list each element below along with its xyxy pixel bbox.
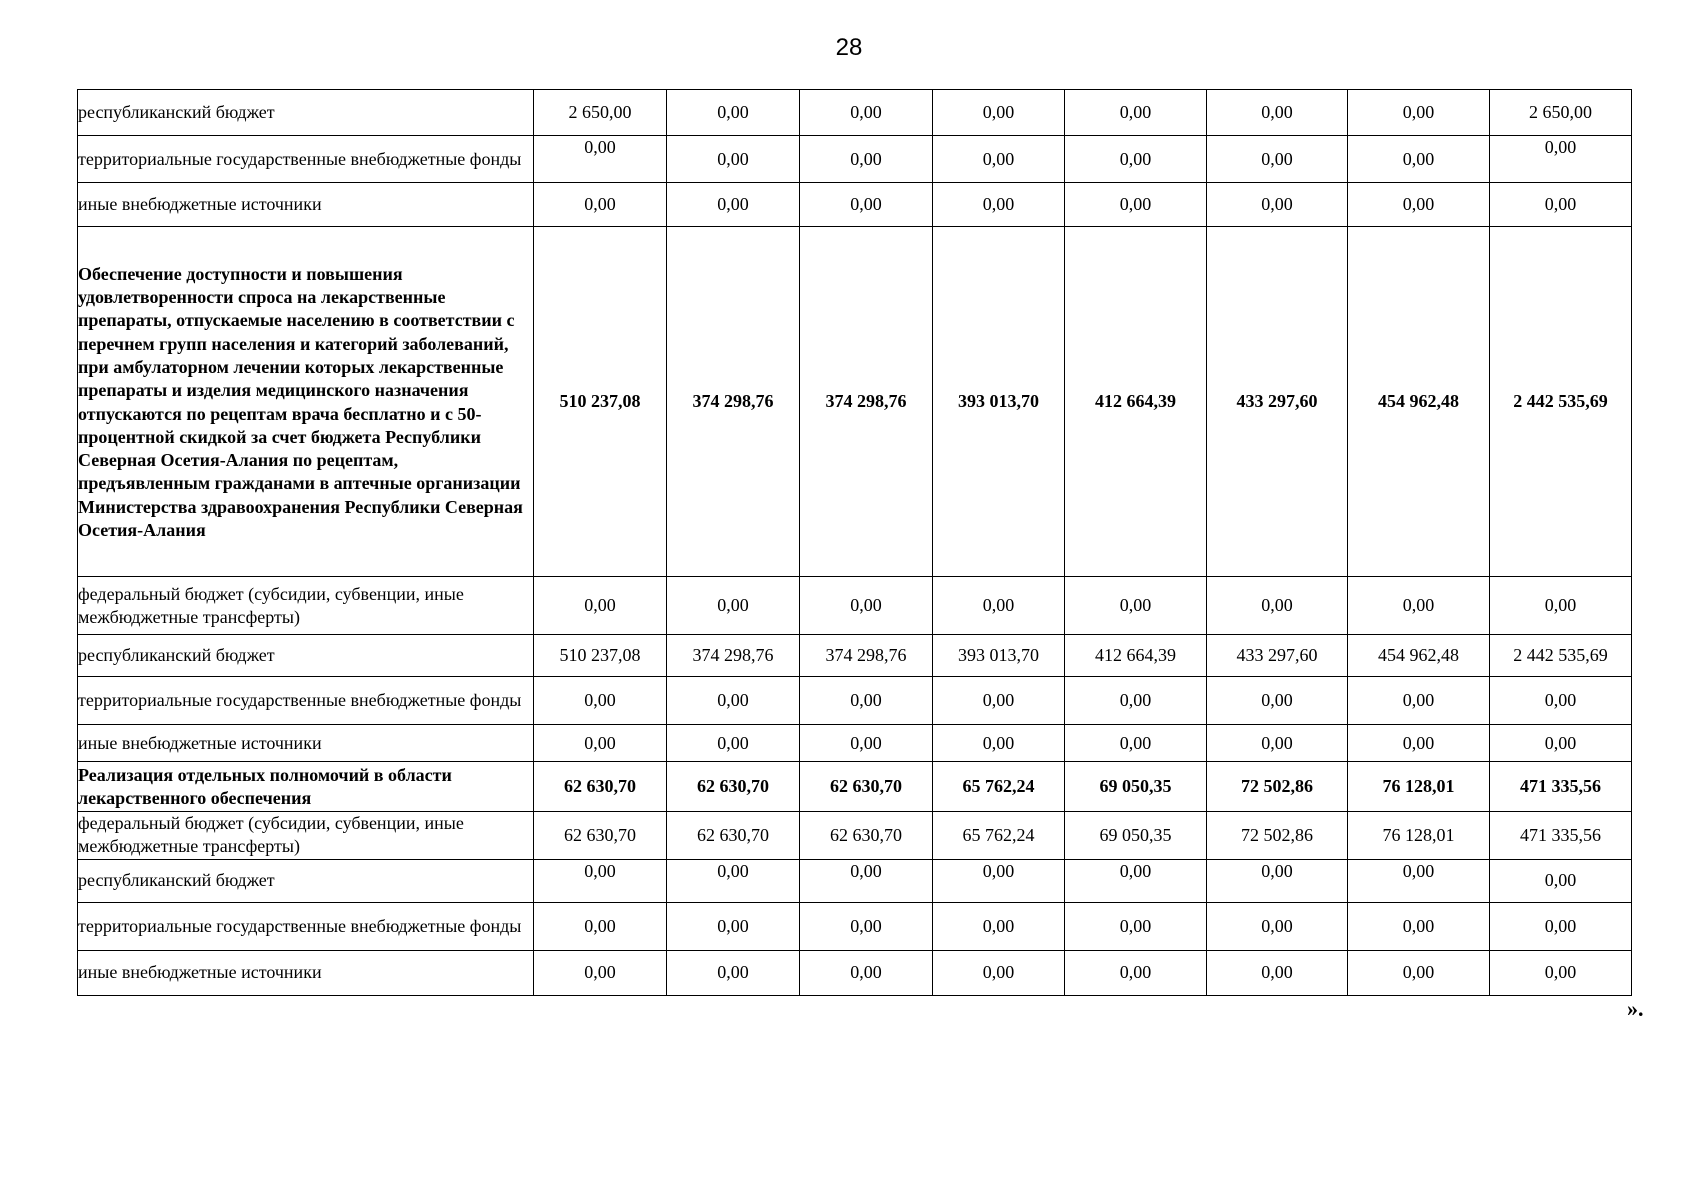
row-label: территориальные государственные внебюджетные фонды bbox=[78, 677, 534, 725]
value-cell: 454 962,48 bbox=[1348, 635, 1490, 677]
value-cell: 0,00 bbox=[1490, 577, 1632, 635]
value-cell: 0,00 bbox=[1207, 725, 1348, 762]
value-cell: 393 013,70 bbox=[933, 227, 1065, 577]
value-cell: 0,00 bbox=[1207, 577, 1348, 635]
value-cell: 62 630,70 bbox=[534, 762, 667, 812]
table-section-row bbox=[78, 762, 1632, 812]
value-cell: 62 630,70 bbox=[800, 762, 933, 812]
value-cell: 76 128,01 bbox=[1348, 811, 1490, 859]
value-cell: 0,00 bbox=[534, 859, 667, 902]
value-cell: 0,00 bbox=[800, 725, 933, 762]
value-cell: 0,00 bbox=[667, 950, 800, 995]
value-cell: 69 050,35 bbox=[1065, 762, 1207, 812]
value-cell: 412 664,39 bbox=[1065, 635, 1207, 677]
value-cell: 0,00 bbox=[534, 950, 667, 995]
row-label: Обеспечение доступности и повышения удовлетворенности спроса на лекарственные препараты, отпускаемые населению в соответствии с перечнем групп населения и категорий заболеваний, при амбулаторном лечении которых лекарственные препараты и изделия медицинского назначения отпускаются по рецептам врача бесплатно и с 50-процентной скидкой за счет бюджета Республики Северная Осетия-Алания по рецептам, предъявленным гражданами в аптечные организации Министерства здравоохранения Республики Северная Осетия-Алания bbox=[78, 227, 534, 577]
value-cell: 0,00 bbox=[933, 90, 1065, 136]
value-cell: 76 128,01 bbox=[1348, 762, 1490, 812]
value-cell: 412 664,39 bbox=[1065, 227, 1207, 577]
value-cell: 0,00 bbox=[1207, 902, 1348, 950]
value-cell: 0,00 bbox=[1207, 859, 1348, 902]
value-cell: 0,00 bbox=[1348, 902, 1490, 950]
value-cell: 0,00 bbox=[1490, 902, 1632, 950]
table-row bbox=[78, 90, 1632, 136]
value-cell: 0,00 bbox=[933, 725, 1065, 762]
value-cell: 0,00 bbox=[1490, 677, 1632, 725]
row-label: иные внебюджетные источники bbox=[78, 950, 534, 995]
budget-table bbox=[77, 89, 1632, 996]
table-row bbox=[78, 677, 1632, 725]
closing-quote-mark: ». bbox=[1627, 996, 1644, 1021]
value-cell: 0,00 bbox=[667, 902, 800, 950]
row-label: территориальные государственные внебюджетные фонды bbox=[78, 136, 534, 183]
value-cell: 72 502,86 bbox=[1207, 811, 1348, 859]
value-cell: 471 335,56 bbox=[1490, 762, 1632, 812]
value-cell: 0,00 bbox=[933, 577, 1065, 635]
value-cell: 0,00 bbox=[1207, 677, 1348, 725]
row-label: республиканский бюджет bbox=[78, 90, 534, 136]
value-cell: 0,00 bbox=[1348, 725, 1490, 762]
value-cell: 0,00 bbox=[534, 902, 667, 950]
value-cell: 0,00 bbox=[667, 577, 800, 635]
table-row bbox=[78, 183, 1632, 227]
value-cell: 0,00 bbox=[667, 90, 800, 136]
table-row bbox=[78, 950, 1632, 995]
value-cell: 510 237,08 bbox=[534, 635, 667, 677]
value-cell: 0,00 bbox=[1490, 725, 1632, 762]
value-cell: 0,00 bbox=[667, 859, 800, 902]
value-cell: 0,00 bbox=[1348, 577, 1490, 635]
value-cell: 0,00 bbox=[933, 859, 1065, 902]
table-row bbox=[78, 725, 1632, 762]
value-cell: 2 650,00 bbox=[534, 90, 667, 136]
value-cell: 0,00 bbox=[1207, 136, 1348, 183]
value-cell: 0,00 bbox=[1065, 136, 1207, 183]
value-cell: 0,00 bbox=[1207, 950, 1348, 995]
table-row bbox=[78, 577, 1632, 635]
row-label: федеральный бюджет (субсидии, субвенции, иные межбюджетные трансферты) bbox=[78, 811, 534, 859]
value-cell: 0,00 bbox=[1065, 859, 1207, 902]
table-row bbox=[78, 859, 1632, 902]
value-cell: 62 630,70 bbox=[800, 811, 933, 859]
page-number: 28 bbox=[835, 34, 863, 61]
value-cell: 0,00 bbox=[800, 136, 933, 183]
value-cell: 0,00 bbox=[1065, 950, 1207, 995]
value-cell: 62 630,70 bbox=[534, 811, 667, 859]
row-label: Реализация отдельных полномочий в области лекарственного обеспечения bbox=[78, 762, 534, 812]
value-cell: 393 013,70 bbox=[933, 635, 1065, 677]
budget-table-body bbox=[78, 90, 1632, 996]
value-cell: 454 962,48 bbox=[1348, 227, 1490, 577]
value-cell: 0,00 bbox=[534, 677, 667, 725]
row-label: республиканский бюджет bbox=[78, 635, 534, 677]
value-cell: 0,00 bbox=[800, 902, 933, 950]
value-cell: 0,00 bbox=[667, 136, 800, 183]
table-row bbox=[78, 811, 1632, 859]
value-cell: 374 298,76 bbox=[667, 635, 800, 677]
value-cell: 0,00 bbox=[1065, 183, 1207, 227]
row-label: территориальные государственные внебюджетные фонды bbox=[78, 902, 534, 950]
value-cell: 0,00 bbox=[1348, 183, 1490, 227]
value-cell: 0,00 bbox=[800, 859, 933, 902]
value-cell: 0,00 bbox=[534, 183, 667, 227]
value-cell: 62 630,70 bbox=[667, 811, 800, 859]
value-cell: 0,00 bbox=[800, 577, 933, 635]
value-cell: 0,00 bbox=[933, 677, 1065, 725]
table-row bbox=[78, 635, 1632, 677]
value-cell: 0,00 bbox=[1348, 950, 1490, 995]
value-cell: 0,00 bbox=[933, 902, 1065, 950]
value-cell: 471 335,56 bbox=[1490, 811, 1632, 859]
table-section-row bbox=[78, 227, 1632, 577]
value-cell: 69 050,35 bbox=[1065, 811, 1207, 859]
value-cell: 374 298,76 bbox=[800, 227, 933, 577]
value-cell: 0,00 bbox=[1207, 183, 1348, 227]
value-cell: 65 762,24 bbox=[933, 762, 1065, 812]
value-cell: 433 297,60 bbox=[1207, 227, 1348, 577]
value-cell: 0,00 bbox=[1490, 183, 1632, 227]
value-cell: 374 298,76 bbox=[800, 635, 933, 677]
value-cell: 2 442 535,69 bbox=[1490, 635, 1632, 677]
value-cell: 0,00 bbox=[534, 725, 667, 762]
value-cell: 0,00 bbox=[800, 183, 933, 227]
row-label: иные внебюджетные источники bbox=[78, 725, 534, 762]
value-cell: 72 502,86 bbox=[1207, 762, 1348, 812]
value-cell: 0,00 bbox=[1348, 90, 1490, 136]
row-label: иные внебюджетные источники bbox=[78, 183, 534, 227]
value-cell: 0,00 bbox=[1065, 90, 1207, 136]
value-cell: 0,00 bbox=[1490, 950, 1632, 995]
value-cell: 0,00 bbox=[1348, 136, 1490, 183]
value-cell: 0,00 bbox=[933, 136, 1065, 183]
value-cell: 2 442 535,69 bbox=[1490, 227, 1632, 577]
value-cell: 62 630,70 bbox=[667, 762, 800, 812]
value-cell: 0,00 bbox=[1065, 725, 1207, 762]
value-cell: 433 297,60 bbox=[1207, 635, 1348, 677]
table-row bbox=[78, 136, 1632, 183]
value-cell: 0,00 bbox=[534, 577, 667, 635]
value-cell: 0,00 bbox=[1348, 859, 1490, 902]
value-cell: 0,00 bbox=[534, 136, 667, 183]
value-cell: 0,00 bbox=[933, 183, 1065, 227]
row-label: федеральный бюджет (субсидии, субвенции, иные межбюджетные трансферты) bbox=[78, 577, 534, 635]
value-cell: 374 298,76 bbox=[667, 227, 800, 577]
value-cell: 0,00 bbox=[1065, 577, 1207, 635]
value-cell: 0,00 bbox=[1490, 136, 1632, 183]
value-cell: 0,00 bbox=[667, 725, 800, 762]
value-cell: 0,00 bbox=[1065, 677, 1207, 725]
value-cell: 0,00 bbox=[1348, 677, 1490, 725]
table-row bbox=[78, 902, 1632, 950]
value-cell: 0,00 bbox=[933, 950, 1065, 995]
value-cell: 0,00 bbox=[667, 677, 800, 725]
value-cell: 0,00 bbox=[1065, 902, 1207, 950]
value-cell: 0,00 bbox=[667, 183, 800, 227]
row-label: республиканский бюджет bbox=[78, 859, 534, 902]
value-cell: 2 650,00 bbox=[1490, 90, 1632, 136]
value-cell: 0,00 bbox=[800, 950, 933, 995]
value-cell: 510 237,08 bbox=[534, 227, 667, 577]
value-cell: 0,00 bbox=[1490, 859, 1632, 902]
value-cell: 0,00 bbox=[1207, 90, 1348, 136]
value-cell: 0,00 bbox=[800, 677, 933, 725]
value-cell: 65 762,24 bbox=[933, 811, 1065, 859]
value-cell: 0,00 bbox=[800, 90, 933, 136]
